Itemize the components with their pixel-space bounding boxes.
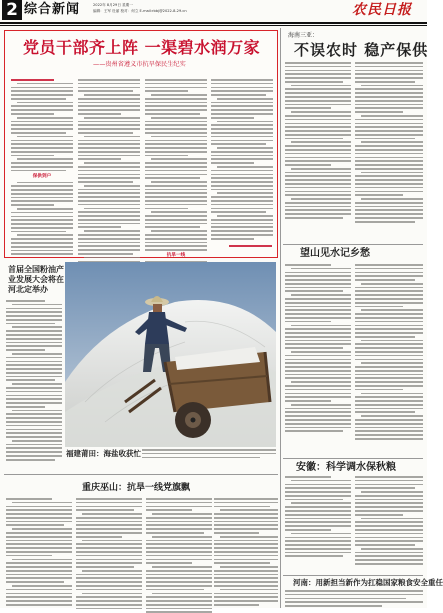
masthead-logo: 农民日报 [352,2,412,18]
bottom-divider [4,474,278,475]
lead-col-1 [11,79,73,255]
bottom-col-4 [214,498,278,608]
right-story2-title: 望山见水记乡愁 [300,248,370,259]
lead-end-credit [229,245,272,247]
page-header [0,0,427,20]
bottom-story-title: 重庆巫山：抗旱一线党旗飘 [82,483,191,493]
left-story-title: 首届全国粉油产业发展大会将在河北定举办 [8,264,64,294]
right-story3-col-b [355,476,423,574]
lead-body [11,79,273,258]
lead-story [4,30,278,258]
lead-section-head: 保供到户 [32,173,52,179]
lead-subtitle: ——贵州省遵义市抗旱保民生纪实 [93,61,186,68]
header-editors: 编辑：王军 杜丽 校对：何立 E-mail:rbbj@2022-8-29.cn [93,8,187,13]
right-story1-col-a [285,62,351,242]
header-rule [0,22,427,24]
salt-harvest-illustration [65,262,276,447]
header-rule-thin [0,25,427,26]
right-story4-body [285,590,423,608]
right-story4-title: 河南：用新担当新作为扛稳国家粮食安全重任 [293,578,443,587]
header-meta [93,3,313,14]
right-story2-col-a [285,264,351,456]
lead-section-head-2: 抗旱一线 [166,252,186,258]
left-story-body [6,300,62,476]
photo-caption: 福建莆田：海盐收获忙 [66,449,141,458]
right-divider-1 [283,244,423,245]
column-divider [280,28,281,608]
right-divider-2 [283,458,423,459]
lead-byline [11,79,54,81]
bottom-col-2 [76,498,142,608]
bottom-col-1 [6,498,72,608]
lead-title: 党员干部齐上阵 一渠碧水润万家 [23,38,261,57]
right-title: 不误农时 稳产保供 [294,41,429,59]
photo-caption-text [142,449,276,463]
lead-col-3 [145,79,207,258]
bottom-col-3 [146,498,212,608]
right-divider-3 [283,575,423,576]
salt-harvest-photo [65,262,276,447]
right-kicker: 海南三亚： [288,32,319,39]
right-story3-col-a [285,476,351,574]
right-story3-title: 安徽：科学调水保秋粮 [296,462,396,473]
right-story2-col-b [355,264,423,456]
lead-col-2 [78,79,140,255]
right-story1-col-b [355,62,423,242]
lead-col-4 [211,79,273,255]
header-date: 2022年 8月29日 星期一 [93,3,133,7]
section-title: 综合新闻 [24,2,81,17]
page-number: 2 [2,0,22,20]
